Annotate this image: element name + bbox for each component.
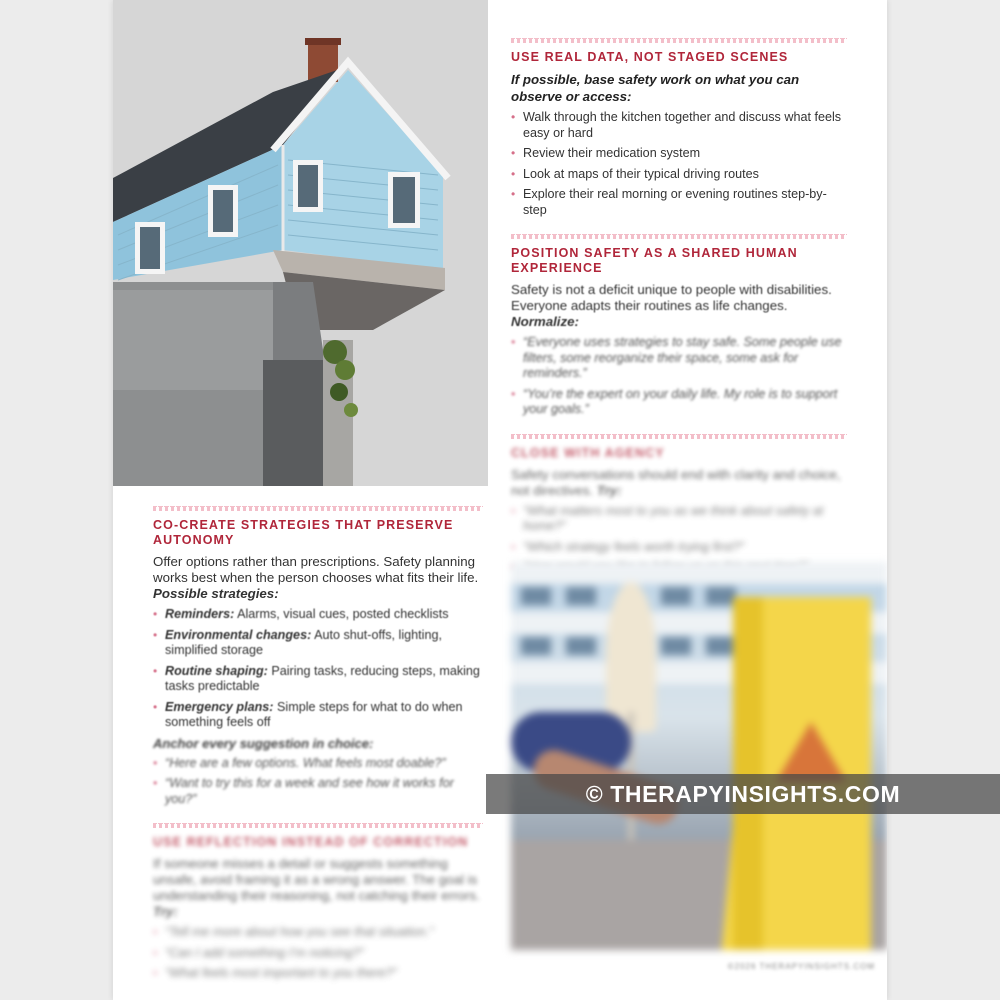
paragraph-text: Offer options rather than prescriptions. Safety planning works best when the person chooses what fits their life. bbox=[153, 554, 479, 585]
section-divider bbox=[511, 234, 847, 239]
left-column bbox=[153, 506, 483, 998]
watermark-banner: © THERAPYINSIGHTS.COM bbox=[486, 774, 1000, 814]
item-term: Routine shaping: bbox=[165, 663, 268, 678]
item-text: Alarms, visual cues, posted checklists bbox=[237, 607, 449, 621]
paragraph-emphasis: Try: bbox=[596, 482, 622, 498]
item-term: Emergency plans: bbox=[165, 699, 274, 714]
house-photo bbox=[113, 0, 488, 486]
footer-copyright: ©2026 THERAPYINSIGHTS.COM bbox=[727, 962, 875, 971]
paragraph-emphasis: Try: bbox=[153, 904, 178, 919]
anchor-text: Anchor every suggestion in choice: bbox=[153, 735, 374, 751]
paragraph-emphasis: Possible strategies: bbox=[153, 586, 279, 601]
list-item bbox=[153, 700, 483, 731]
item-text: Auto shut-offs, lighting, simplified storage bbox=[165, 627, 442, 657]
section-heading: CLOSE WITH AGENCY bbox=[511, 445, 665, 460]
quote-list bbox=[153, 756, 483, 808]
section-close-agency bbox=[511, 434, 847, 576]
bullet-list bbox=[511, 110, 847, 218]
paragraph-text: If someone misses a detail or suggests something unsafe, avoid framing it as a wrong answer. The goal is understanding their reasoning, not catching their errors. bbox=[153, 856, 480, 903]
list-item: • “Tell me more about how you see that situation.” bbox=[153, 925, 483, 941]
section-divider bbox=[511, 434, 847, 439]
item-text: Simple steps for what to do when something feels off bbox=[165, 699, 463, 729]
section-heading: POSITION SAFETY AS A SHARED HUMAN EXPERIENCE bbox=[511, 246, 798, 275]
section-lead: If possible, base safety work on what you can observe or access: bbox=[511, 72, 800, 104]
paragraph-emphasis: Normalize: bbox=[511, 314, 579, 329]
item-term: Reminders: bbox=[165, 607, 235, 621]
list-item: • “Here are a few options. What feels most doable?” bbox=[153, 756, 483, 772]
list-item: • Walk through the kitchen together and discuss what feels easy or hard bbox=[511, 110, 847, 141]
list-item: • “What matters most to you as we think about safety at home?” bbox=[511, 504, 847, 535]
list-item: • “Everyone uses strategies to stay safe. Some people use filters, some reorganize their space, some ask for reminders.” bbox=[511, 335, 847, 382]
section-divider bbox=[153, 506, 483, 511]
section-paragraph bbox=[153, 554, 483, 602]
item-text: Pairing tasks, reducing steps, making tasks predictable bbox=[165, 663, 480, 693]
section-heading: CO-CREATE STRATEGIES THAT PRESERVE AUTONOMY bbox=[153, 518, 454, 547]
quote-list bbox=[153, 925, 483, 982]
item-term: Environmental changes: bbox=[165, 627, 312, 642]
section-reflection bbox=[153, 823, 483, 982]
list-item bbox=[153, 664, 483, 695]
list-item: • Explore their real morning or evening routines step-by-step bbox=[511, 187, 847, 218]
wet-floor-sign-photo bbox=[511, 562, 887, 950]
section-paragraph bbox=[511, 467, 847, 499]
list-item: • “You’re the expert on your daily life. My role is to support your goals.” bbox=[511, 387, 847, 418]
list-item: • “Which strategy feels worth trying first?” bbox=[511, 540, 847, 556]
house-illustration bbox=[113, 0, 488, 486]
list-item: • “Want to try this for a week and see how it works for you?” bbox=[153, 776, 483, 807]
strategy-list bbox=[153, 607, 483, 731]
list-item bbox=[153, 607, 483, 623]
list-item: • “What feels most important to you there?” bbox=[153, 966, 483, 982]
list-item: • Look at maps of their typical driving routes bbox=[511, 167, 847, 183]
paragraph-text: Safety conversations should end with clarity and choice, not directives. bbox=[511, 466, 841, 498]
section-co-create bbox=[153, 506, 483, 807]
section-heading: USE REFLECTION INSTEAD OF CORRECTION bbox=[153, 835, 469, 849]
right-column bbox=[511, 38, 847, 592]
list-item: • Review their medication system bbox=[511, 146, 847, 162]
list-item bbox=[153, 628, 483, 659]
section-paragraph bbox=[511, 282, 847, 330]
section-divider bbox=[511, 38, 847, 43]
quote-list bbox=[511, 335, 847, 418]
section-real-data bbox=[511, 38, 847, 218]
section-divider bbox=[153, 823, 483, 828]
list-item: • “Can I add something I’m noticing?” bbox=[153, 946, 483, 962]
handout-page bbox=[113, 0, 887, 1000]
section-shared-experience bbox=[511, 234, 847, 418]
paragraph-text: Safety is not a deficit unique to people with disabilities. Everyone adapts their routines as life changes. bbox=[511, 282, 832, 313]
section-paragraph bbox=[153, 856, 483, 920]
section-heading: USE REAL DATA, NOT STAGED SCENES bbox=[511, 50, 789, 64]
